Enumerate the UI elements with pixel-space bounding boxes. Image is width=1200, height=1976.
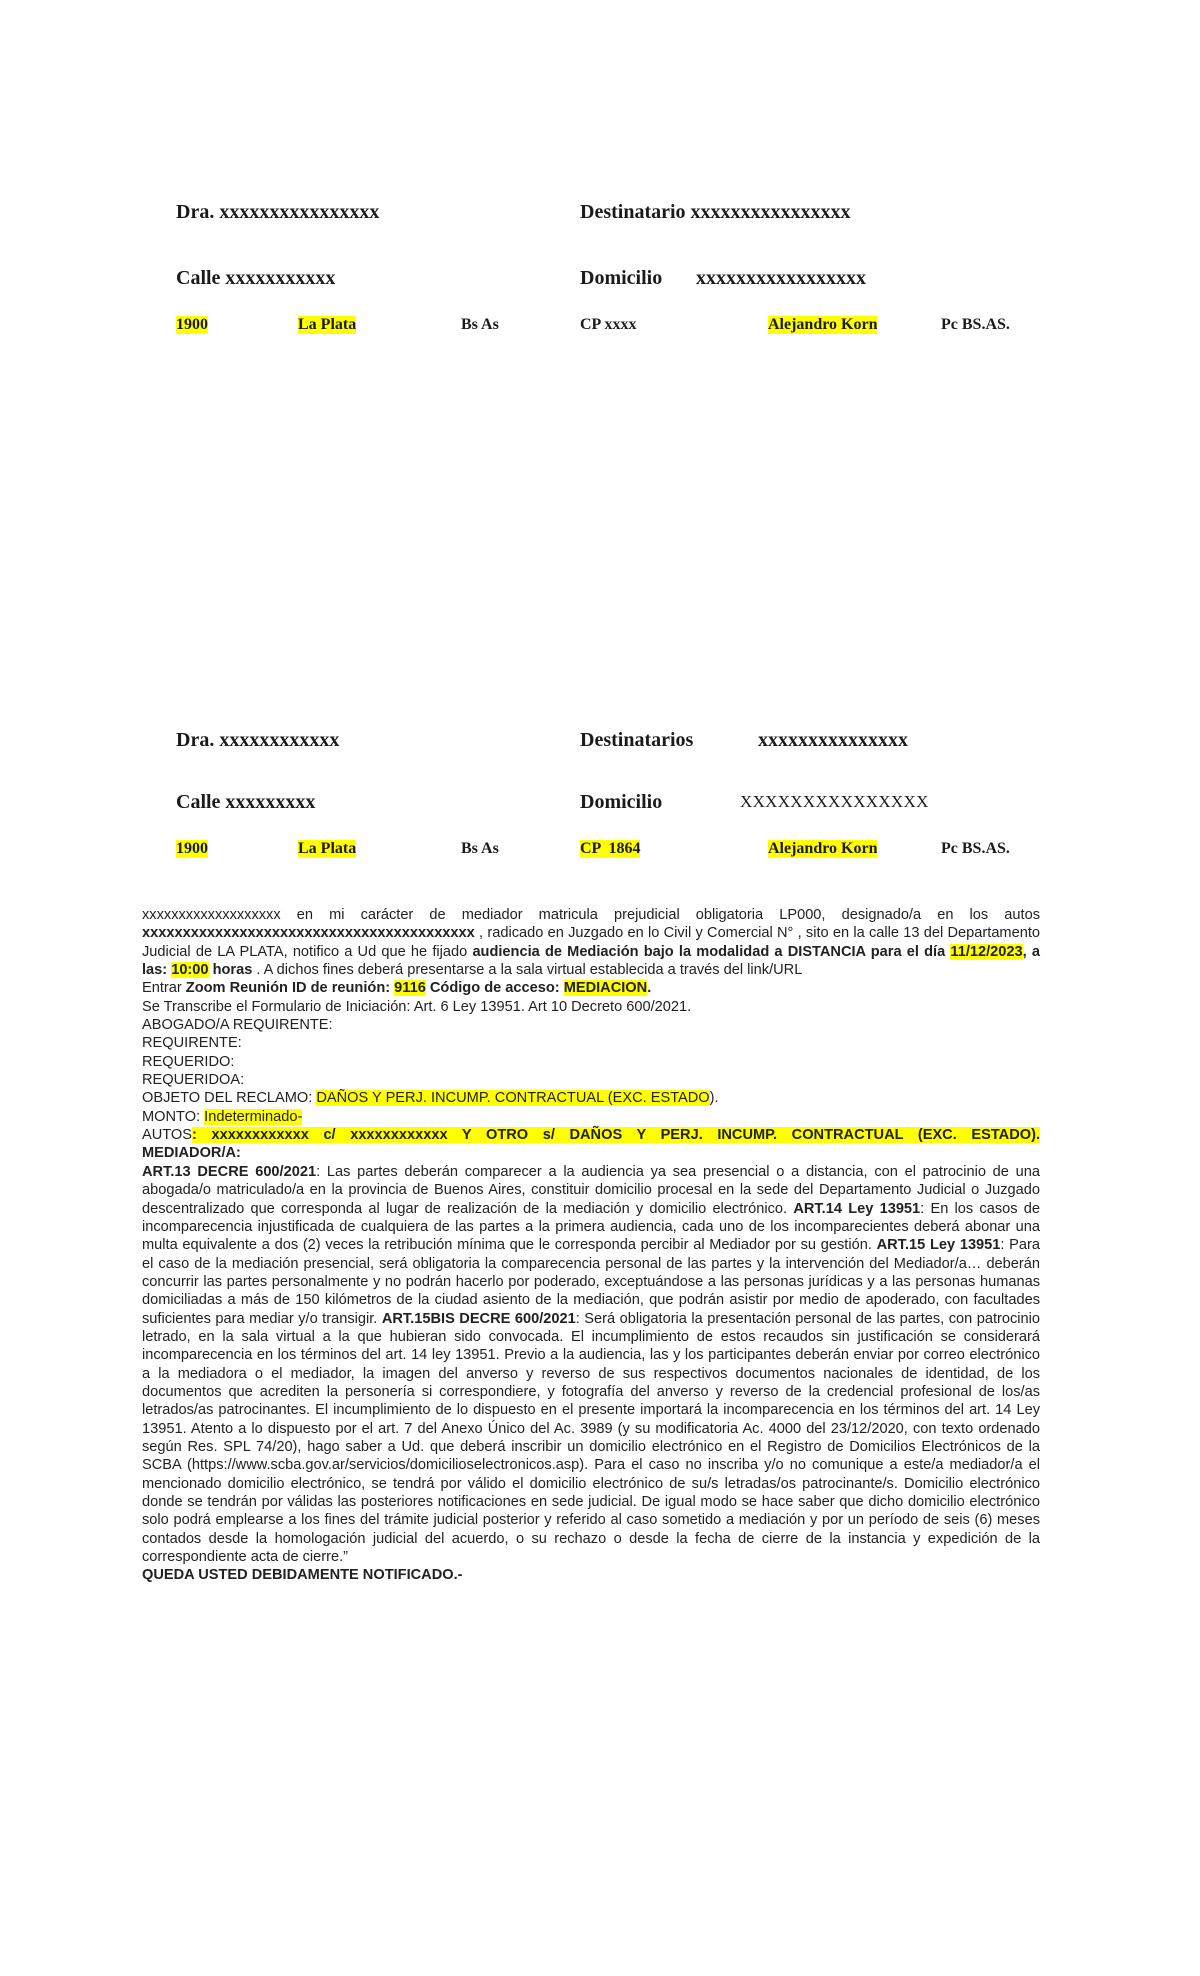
zoom-enter: Entrar: [142, 980, 186, 997]
autos-line: [142, 1126, 1040, 1144]
recipient-city: Alejandro Korn: [768, 316, 878, 333]
monto-label: MONTO:: [142, 1108, 205, 1125]
hearing-notice: audiencia de Mediación bajo la modalidad a DISTANCIA para el día: [472, 943, 951, 960]
objeto-value: DAÑOS Y PERJ. INCUMP. CONTRACTUAL (EXC. ESTADO: [316, 1090, 710, 1107]
recipient-province: Pc BS.AS.: [941, 316, 1010, 333]
zoom-code-label: Código de acceso:: [425, 980, 564, 997]
sender-province: Bs As: [461, 316, 499, 333]
zoom-label: Zoom Reunión ID de reunión:: [185, 980, 395, 997]
intro-paragraph: [142, 906, 1040, 979]
zoom-line: [142, 979, 1040, 997]
requerido-line: REQUERIDO:: [142, 1053, 235, 1070]
recipient-address-label: Domicilio: [580, 267, 663, 289]
intro-text-cont: , radicado en Juzgado en lo Civil y Comercial N° , sito en la calle 13 del Departamento Judicial de LA PLATA, notifico a Ud que he fijado: [142, 925, 1040, 960]
sender-name: Dra. xxxxxxxxxxxx: [176, 729, 340, 751]
notification-body: [142, 906, 1040, 1585]
zoom-meeting-id: 9116: [394, 980, 426, 997]
transcribe-line: Se Transcribe el Formulario de Iniciación: Art. 6 Ley 13951. Art 10 Decreto 600/2021.: [142, 998, 692, 1015]
closing-line: [142, 1566, 1040, 1584]
sender-postcode: 1900: [176, 840, 208, 857]
hearing-date: 11/12/2023: [950, 943, 1023, 960]
sender-province: Bs As: [461, 840, 499, 857]
abogado-line: ABOGADO/A REQUIRENTE:: [142, 1017, 333, 1034]
sender-street: Calle xxxxxxxxxxx: [176, 267, 336, 289]
articles-paragraph: [142, 1163, 1040, 1567]
recipient-postcode: CP xxxx: [580, 316, 637, 333]
intro-text: xxxxxxxxxxxxxxxxxxx en mi carácter de mediador matricula prejudicial obligatoria LP000, designado/a en los autos: [142, 907, 1040, 923]
sender-street: Calle xxxxxxxxx: [176, 791, 316, 813]
mediador-line: [142, 1144, 1040, 1162]
zoom-end: .: [647, 980, 652, 997]
sender-city: La Plata: [298, 316, 357, 333]
recipient-name-value: xxxxxxxxxxxxxxx: [758, 729, 908, 751]
recipient-postcode: CP 1864: [580, 840, 641, 857]
art14-text: : En los casos de incomparecencia injustificada de cualquiera de las partes a la primera audiencia, cada uno de los incomparecientes deberá abonar una multa equivalente a dos (2) veces la retribución mínima que le corresponda percibir al Mediador por su gestión.: [142, 1200, 1041, 1254]
art15-text: : Para el caso de la mediación presencial, será obligatoria la comparecencia personal de las partes y la intervención del Mediador/a… deberán concurrir las partes personalmente y no podrán hacerlo por poderado, exceptuándose a las personas jurídicas y a las personas humanas domiciliadas a más de 150 kilómetros de la ciudad asiento de la mediación, que podrán asistir por medio de apoderado, con facultades suficientes para mediar y/o transigir.: [142, 1237, 1040, 1327]
mediador-label: MEDIADOR/A:: [142, 1145, 241, 1162]
art13-label: ART.13 DECRE 600/2021: [142, 1163, 317, 1180]
hours-label: horas: [208, 962, 253, 979]
sender-city: La Plata: [298, 840, 357, 857]
hearing-time: 10:00: [171, 962, 209, 979]
intro-text-end: . A dichos fines deberá presentarse a la sala virtual establecida a través del link/URL: [252, 962, 803, 979]
autos-value: : xxxxxxxxxxxx c/ xxxxxxxxxxxx Y OTRO s/ DAÑOS Y PERJ. INCUMP. CONTRACTUAL (EXC. ESTADO).: [192, 1127, 1040, 1144]
autos-label: AUTOS: [142, 1127, 193, 1144]
monto-line: [142, 1108, 1040, 1126]
recipient-province: Pc BS.AS.: [941, 840, 1010, 857]
recipient-name: Destinatario xxxxxxxxxxxxxxxx: [580, 201, 851, 223]
objeto-end: ).: [709, 1090, 719, 1107]
zoom-access-code: MEDIACION: [563, 980, 648, 997]
sender-name: Dra. xxxxxxxxxxxxxxxx: [176, 201, 380, 223]
art14-label: ART.14 Ley 13951: [793, 1200, 921, 1217]
requirente-line: REQUIRENTE:: [142, 1035, 242, 1052]
recipient-address-label: Domicilio: [580, 791, 663, 813]
recipient-address-value: xxxxxxxxxxxxxxxxx: [696, 267, 866, 289]
requeridoa-line: REQUERIDOA:: [142, 1072, 245, 1089]
sender-postcode: 1900: [176, 316, 208, 333]
autos-code: xxxxxxxxxxxxxxxxxxxxxxxxxxxxxxxxxxxxxxxxx: [142, 925, 475, 942]
art15-label: ART.15 Ley 13951: [876, 1237, 1001, 1254]
recipient-address-value: XXXXXXXXXXXXXXX: [740, 792, 929, 811]
art15bis-label: ART.15BIS DECRE 600/2021: [381, 1310, 576, 1327]
objeto-line: [142, 1089, 1040, 1107]
art15bis-text: : Será obligatoria la presentación personal de las partes, con patrocinio letrado, en la sala virtual a la que hubieran sido convocada. El incumplimiento de estos recaudos sin justificación se considerará incomparecencia en los términos del art. 14 ley 13951. Previo a la audiencia, las y los participantes deberán enviar por correo electrónico a la mediadora o el mediador, la imagen del anverso y reverso de sus respectivos documentos nacionales de identidad, de los documentos que acrediten la personería si correspondiere, y fotografía del anverso y reverso de la credencial profesional de los/as letrados/as patrocinantes. El incumplimiento de lo dispuesto en el presente importará la incomparecencia en los términos del art. 14 Ley 13951. Atento a lo dispuesto por el art. 7 del Anexo Único del Ac. 3989 (y su modificatoria Ac. 4000 del 23/12/2020, con texto ordenado según Res. SPL 74/20), hago saber a Ud. que deberá inscribir un domicilio electrónico en el Registro de Domicilios Electrónicos de la SCBA (https://www.scba.gov.ar/servicios/domicilioselectronicos.asp). Para el caso no inscriba y/o no comunique a este/a mediador/a el mencionado domicilio electrónico, se tendrá por válido el domicilio electrónico de su/s letradas/os patrocinante/s. Domicilio electrónico donde se tendrán por válidas las posteriores notificaciones en sede judicial. De igual modo se hace saber que dicho domicilio electrónico solo podrá emplearse a los fines del trámite judicial posterior y referido al caso sometido a mediación y por un período de seis (6) meses contados desde la homologación judicial del acuerdo, o su rechazo o desde la fecha de cierre de la instancia y expedición de la correspondiente acta de cierre.”: [142, 1310, 1040, 1566]
closing-text: QUEDA USTED DEBIDAMENTE NOTIFICADO.-: [142, 1567, 463, 1584]
art13-text: : Las partes deberán comparecer a la audiencia ya sea presencial o a distancia, con el patrocinio de una abogada/o matriculado/a en la provincia de Buenos Aires, constituir domicilio procesal en la sede del Departamento Judicial o Juzgado descentralizado que corresponda al lugar de realización de la mediación y domicilio electrónico.: [142, 1163, 1040, 1217]
recipient-city: Alejandro Korn: [768, 840, 878, 857]
monto-value: Indeterminado-: [204, 1108, 303, 1125]
recipient-name-label: Destinatarios: [580, 729, 694, 751]
objeto-label: OBJETO DEL RECLAMO:: [142, 1090, 317, 1107]
at-label: , a las:: [142, 943, 1040, 979]
